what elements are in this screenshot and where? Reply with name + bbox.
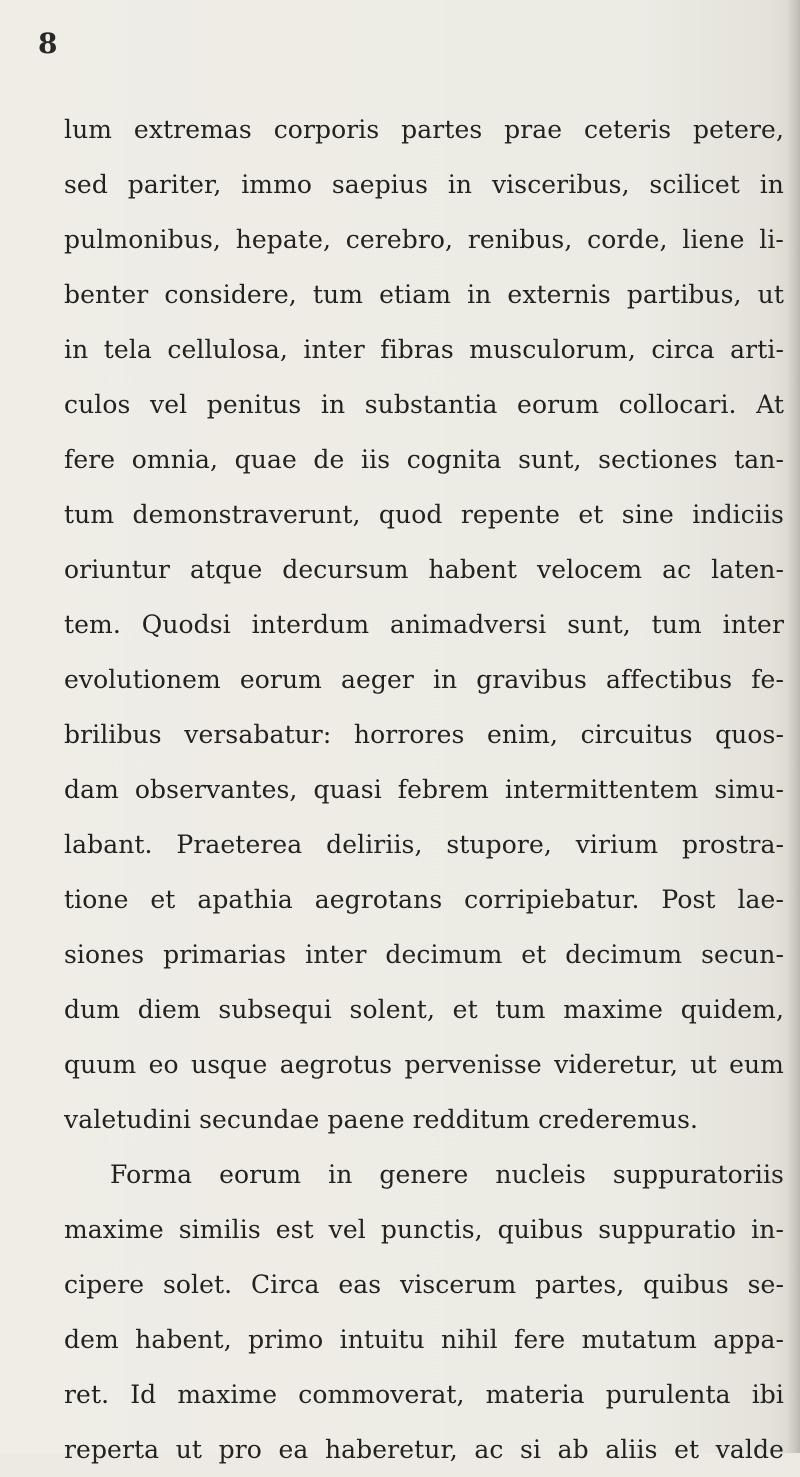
text-line: quum eo usque aegrotus pervenisse videretur, ut eum: [64, 1050, 784, 1079]
text-line: reperta ut pro ea haberetur, ac si ab aliis et valde: [64, 1435, 784, 1464]
body-text: [64, 102, 784, 1477]
text-line: labant. Praeterea deliriis, stupore, virium prostra-: [64, 830, 784, 859]
text-line: dem habent, primo intuitu nihil fere mutatum appa-: [64, 1325, 784, 1354]
text-line: tum demonstraverunt, quod repente et sine indiciis: [64, 500, 784, 529]
paragraph-first-line: Forma eorum in genere nucleis suppuratoriis: [110, 1160, 784, 1189]
text-line: tem. Quodsi interdum animadversi sunt, tum inter: [64, 610, 784, 639]
page-number: 8: [38, 27, 58, 60]
text-line: lum extremas corporis partes prae ceteris petere,: [64, 115, 784, 144]
text-line: sed pariter, immo saepius in visceribus, scilicet in: [64, 170, 784, 199]
text-line: in tela cellulosa, inter fibras musculorum, circa arti-: [64, 335, 784, 364]
text-line: benter considere, tum etiam in externis partibus, ut: [64, 280, 784, 309]
text-line: brilibus versabatur: horrores enim, circuitus quos-: [64, 720, 784, 749]
text-line: tione et apathia aegrotans corripiebatur. Post lae-: [64, 885, 784, 914]
text-line: siones primarias inter decimum et decimum secun-: [64, 940, 784, 969]
text-line: dum diem subsequi solent, et tum maxime quidem,: [64, 995, 784, 1024]
text-line: dam observantes, quasi febrem intermittentem simu-: [64, 775, 784, 804]
paragraph-end-line: valetudini secundae paene redditum crederemus.: [64, 1105, 699, 1134]
text-line: pulmonibus, hepate, cerebro, renibus, corde, liene li-: [64, 225, 784, 254]
text-line: maxime similis est vel punctis, quibus suppuratio in-: [64, 1215, 784, 1244]
text-line: ret. Id maxime commoverat, materia purulenta ibi: [64, 1380, 784, 1409]
text-line: cipere solet. Circa eas viscerum partes, quibus se-: [64, 1270, 784, 1299]
text-line: oriuntur atque decursum habent velocem ac laten-: [64, 555, 784, 584]
text-line: culos vel penitus in substantia eorum collocari. At: [64, 390, 784, 419]
text-line: evolutionem eorum aeger in gravibus affectibus fe-: [64, 665, 784, 694]
page-edge-shadow: [786, 0, 800, 1453]
text-line: fere omnia, quae de iis cognita sunt, sectiones tan-: [64, 445, 784, 474]
